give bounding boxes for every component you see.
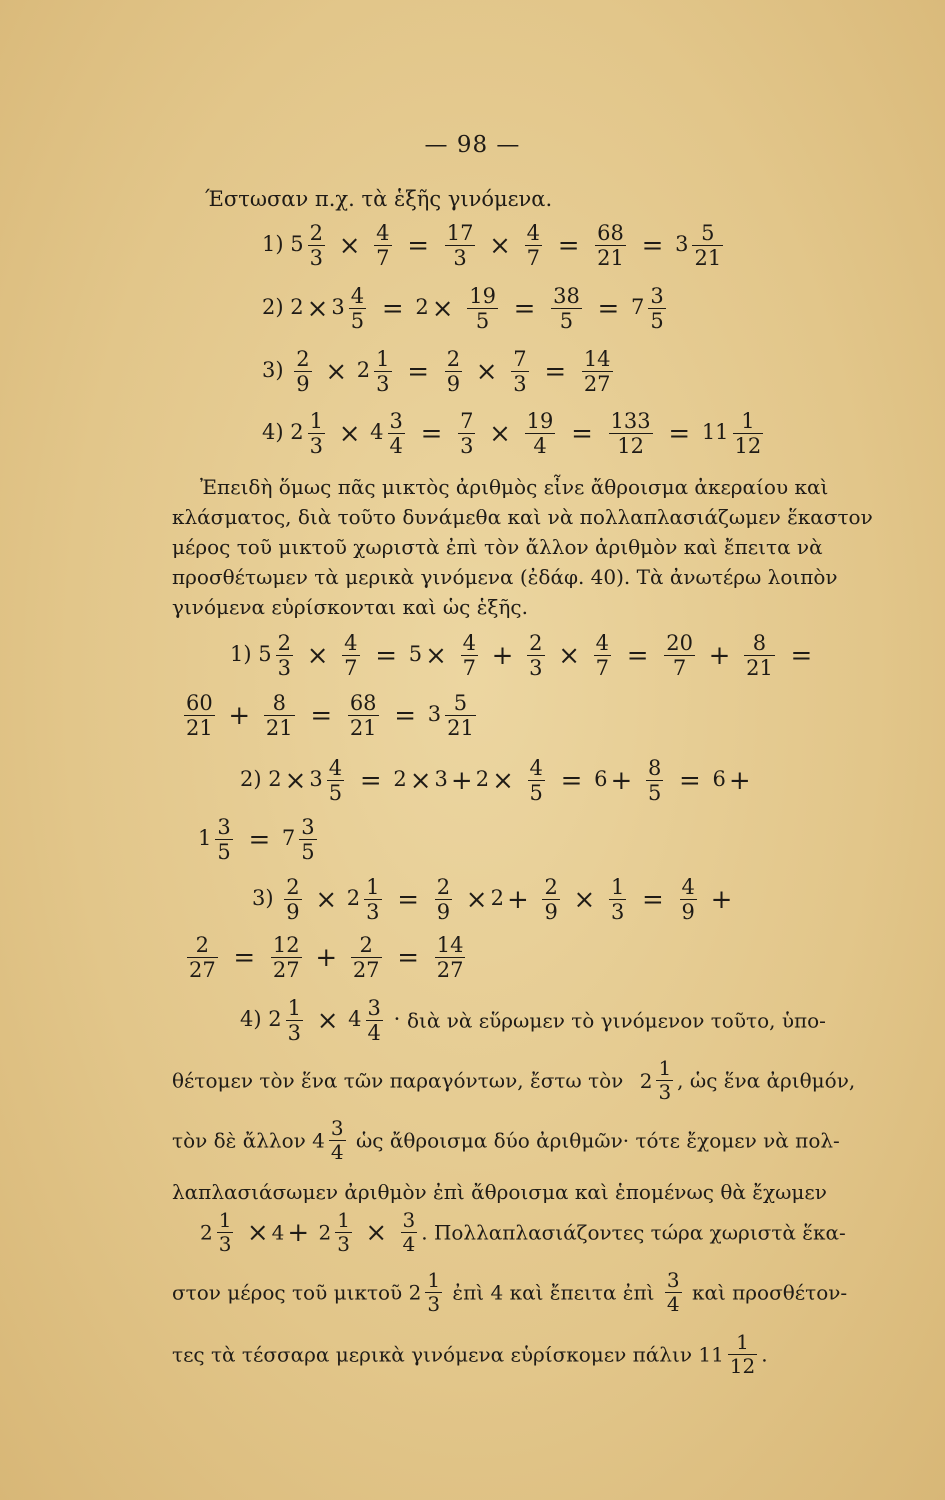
fraction: $\frac{1}{3}$	[287, 996, 301, 1046]
fraction: $\frac{68}{21}$	[349, 691, 377, 741]
example-3-distributive: 3) $\frac{2}{9}$ × 2 $\frac{1}{3}$ = $\frac{2}{9}$ × 2 + $\frac{2}{9}$ × $\frac{1}{3}$ = $\frac{4}{9}$ +	[252, 875, 733, 925]
fraction: $\frac{4}{7}$	[344, 631, 358, 681]
fraction: $\frac{20}{7}$	[666, 631, 693, 681]
fraction: $\frac{4}{9}$	[681, 875, 695, 925]
fraction: $\frac{4}{7}$	[376, 221, 390, 271]
paragraph-line: μέρος τοῦ μικτοῦ χωριστὰ ἐπὶ τὸν ἄλλον ἀριθμὸν καὶ ἔπειτα νὰ	[172, 535, 823, 559]
fraction: $\frac{68}{21}$	[597, 221, 624, 271]
fraction: $\frac{1}{3}$	[366, 875, 380, 925]
fraction: $\frac{4}{7}$	[595, 631, 610, 681]
tail-line-6: τες τὰ τέσσαρα μερικὰ γινόμενα εὑρίσκομεν πάλιν 11 $\frac{1}{12}$ .	[172, 1330, 768, 1378]
fraction: $\frac{5}{21}$	[447, 691, 474, 741]
fraction: $\frac{3}{4}$	[367, 996, 381, 1046]
fraction: $\frac{3}{5}$	[650, 284, 664, 334]
fraction: $\frac{1}{3}$	[427, 1268, 441, 1316]
fraction: $\frac{4}{5}$	[529, 756, 543, 806]
fraction: $\frac{3}{4}$	[402, 1208, 416, 1256]
fraction: $\frac{2}{3}$	[309, 221, 323, 271]
fraction: $\frac{14}{27}$	[436, 933, 464, 983]
example-1-direct: 1) 5 $\frac{2}{3}$ × $\frac{4}{7}$ = $\frac{17}{3}$ × $\frac{4}{7}$ = $\frac{68}{21}$ = 3 $\frac{5}{21}$	[262, 221, 722, 271]
fraction: $\frac{3}{5}$	[217, 815, 231, 865]
fraction: $\frac{4}{7}$	[462, 631, 476, 681]
fraction: $\frac{14}{27}$	[583, 347, 611, 397]
fraction: $\frac{1}{3}$	[610, 875, 625, 925]
tail-line-5: στον μέρος τοῦ μικτοῦ 2 $\frac{1}{3}$ ἐπὶ 4 καὶ ἔπειτα ἐπὶ $\frac{3}{4}$ καὶ προσθέτον-	[172, 1268, 848, 1316]
paragraph-line: κλάσματος, διὰ τοῦτο δυνάμεθα καὶ νὰ πολλαπλασιάζωμεν ἕκαστον	[172, 505, 873, 529]
fraction: $\frac{133}{12}$	[610, 409, 651, 459]
fraction: $\frac{3}{4}$	[330, 1116, 344, 1164]
fraction: $\frac{2}{27}$	[352, 933, 380, 983]
fraction: $\frac{1}{12}$	[729, 1330, 756, 1378]
tail-line-1: θέτομεν τὸν ἕνα τῶν παραγόντων, ἔστω τὸν 2 $\frac{1}{3}$ , ὡς ἕνα ἀριθμόν,	[172, 1056, 856, 1104]
page-number: — 98 —	[424, 132, 521, 158]
fraction: $\frac{2}{9}$	[446, 347, 461, 397]
example-2-distributive: 2) 2 × 3 $\frac{4}{5}$ = 2 × 3 + 2 × $\frac{4}{5}$ = 6 + $\frac{8}{5}$ = 6 +	[240, 756, 751, 806]
fraction: $\frac{8}{21}$	[265, 691, 293, 741]
fraction: $\frac{2}{3}$	[529, 631, 543, 681]
fraction: $\frac{4}{7}$	[526, 221, 540, 271]
example-2-direct: 2) 2 × 3 $\frac{4}{5}$ = 2 × $\frac{19}{5}$ = $\frac{38}{5}$ = 7 $\frac{3}{5}$	[262, 284, 664, 334]
fraction: $\frac{1}{3}$	[309, 409, 323, 459]
example-1-distributive-cont: $\frac{60}{21}$ + $\frac{8}{21}$ = $\frac{68}{21}$ = 3 $\frac{5}{21}$	[186, 691, 474, 741]
fraction: $\frac{2}{9}$	[296, 347, 310, 397]
fraction: $\frac{3}{4}$	[389, 409, 403, 459]
fraction: $\frac{7}{3}$	[460, 409, 474, 459]
fraction: $\frac{2}{9}$	[286, 875, 300, 925]
example-3-direct: 3) $\frac{2}{9}$ × 2 $\frac{1}{3}$ = $\frac{2}{9}$ × $\frac{7}{3}$ = $\frac{14}{27}$	[262, 347, 611, 397]
fraction: $\frac{3}{5}$	[301, 815, 315, 865]
tail-line-2: τὸν δὲ ἄλλον 4 $\frac{3}{4}$ ὡς ἄθροισμα δύο ἀριθμῶν· τότε ἔχομεν νὰ πολ-	[172, 1116, 840, 1164]
fraction: $\frac{19}{5}$	[469, 284, 496, 334]
example-3-distributive-cont: $\frac{2}{27}$ = $\frac{12}{27}$ + $\frac{2}{27}$ = $\frac{14}{27}$	[189, 933, 464, 983]
intro-line: Έστωσαν π.χ. τὰ ἑξῆς γινόμενα.	[205, 187, 553, 211]
example-4-intro: 4) 2 $\frac{1}{3}$ × 4 $\frac{3}{4}$ · διὰ νὰ εὕρωμεν τὸ γινόμενον τοῦτο, ὑπο-	[240, 996, 826, 1046]
example-2-distributive-cont: 1 $\frac{3}{5}$ = 7 $\frac{3}{5}$	[198, 815, 315, 865]
fraction: $\frac{3}{4}$	[666, 1268, 680, 1316]
fraction: $\frac{1}{12}$	[734, 409, 762, 459]
fraction: $\frac{7}{3}$	[513, 347, 527, 397]
fraction: $\frac{1}{3}$	[376, 347, 390, 397]
fraction: $\frac{12}{27}$	[272, 933, 300, 983]
paragraph-line: γινόμενα εὑρίσκονται καὶ ὡς ἑξῆς.	[172, 595, 528, 619]
fraction: $\frac{8}{21}$	[746, 631, 773, 681]
fraction: $\frac{5}{21}$	[694, 221, 722, 271]
fraction: $\frac{38}{5}$	[553, 284, 580, 334]
example-4-direct: 4) 2 $\frac{1}{3}$ × 4 $\frac{3}{4}$ = $\frac{7}{3}$ × $\frac{19}{4}$ = $\frac{133}{12}$ = 11 $\frac{1}{12}$	[262, 409, 762, 459]
fraction: $\frac{4}{5}$	[328, 756, 343, 806]
paragraph-line: προσθέτωμεν τὰ μερικὰ γινόμενα (ἐδάφ. 40). Τὰ ἀνωτέρω λοιπὸν	[172, 565, 838, 589]
fraction: $\frac{1}{3}$	[337, 1208, 350, 1256]
fraction: $\frac{2}{9}$	[436, 875, 451, 925]
fraction: $\frac{1}{3}$	[658, 1056, 672, 1104]
tail-line-4: 2 $\frac{1}{3}$ × 4 + 2 $\frac{1}{3}$ × $\frac{3}{4}$ . Πολλαπλασιάζοντες τώρα χωριστὰ ἕκα-	[200, 1208, 846, 1256]
fraction: $\frac{4}{5}$	[350, 284, 365, 334]
example-1-distributive: 1) 5 $\frac{2}{3}$ × $\frac{4}{7}$ = 5 × $\frac{4}{7}$ + $\frac{2}{3}$ × $\frac{4}{7}$ = $\frac{20}{7}$ + $\frac{8}{21}$ =	[230, 631, 813, 681]
fraction: $\frac{1}{3}$	[218, 1208, 232, 1256]
fraction: $\frac{60}{21}$	[186, 691, 213, 741]
fraction: $\frac{2}{27}$	[189, 933, 216, 983]
paragraph-line: Ἐπειδὴ ὅμως πᾶς μικτὸς ἀριθμὸς εἶνε ἄθροισμα ἀκεραίου καὶ	[200, 475, 829, 499]
fraction: $\frac{2}{3}$	[277, 631, 291, 681]
fraction: $\frac{19}{4}$	[526, 409, 554, 459]
fraction: $\frac{17}{3}$	[446, 221, 474, 271]
fraction: $\frac{8}{5}$	[647, 756, 662, 806]
fraction: $\frac{2}{9}$	[544, 875, 558, 925]
tail-line-3: λαπλασιάσωμεν ἀριθμὸν ἐπὶ ἄθροισμα καὶ ἑπομένως θὰ ἔχωμεν	[172, 1180, 827, 1204]
